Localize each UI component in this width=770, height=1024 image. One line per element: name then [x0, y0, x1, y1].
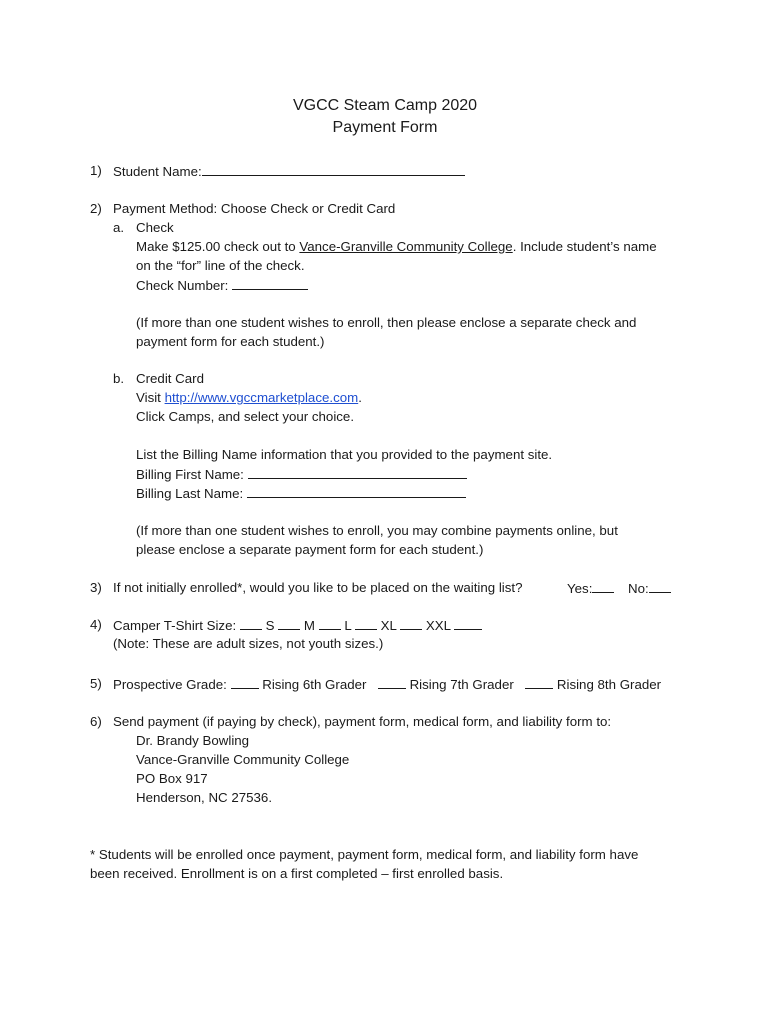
billing-first-name-row — [136, 464, 467, 483]
check-instructions-line1: Make $125.00 check out to Vance-Granville Community College. Include student’s name — [136, 239, 657, 254]
grade-8-field[interactable] — [525, 674, 553, 689]
marketplace-link[interactable]: http://www.vgccmarketplace.com — [164, 390, 359, 405]
q2-number: 2) — [90, 201, 102, 216]
check-number-field[interactable] — [232, 275, 308, 290]
size-s-label: S — [265, 618, 275, 633]
check-note-line2: payment form for each student.) — [136, 334, 325, 349]
size-m-label: M — [303, 618, 315, 633]
send-payment-label: Send payment (if paying by check), payment form, medical form, and liability form to: — [113, 714, 612, 729]
tshirt-size-note: (Note: These are adult sizes, not youth sizes.) — [113, 636, 384, 651]
check-note-line1: (If more than one student wishes to enroll, then please enclose a separate check and — [136, 315, 637, 330]
size-m-field[interactable] — [278, 615, 300, 630]
billing-first-name-field[interactable] — [248, 464, 467, 479]
billing-last-name-field[interactable] — [247, 483, 466, 498]
yes-field[interactable] — [592, 578, 614, 593]
grade-7-field[interactable] — [378, 674, 406, 689]
q1-number: 1) — [90, 163, 102, 178]
check-number-row — [136, 275, 308, 294]
size-l-label: L — [344, 618, 352, 633]
grade-7-label: Rising 7th Grader — [409, 677, 514, 692]
yes-label: Yes: — [567, 581, 593, 596]
waiting-list-no — [628, 578, 671, 597]
size-xxl-field[interactable] — [400, 615, 422, 630]
check-number-label: Check Number: — [136, 278, 229, 293]
size-xl-label: XL — [380, 618, 397, 633]
waiting-list-yes — [567, 578, 614, 597]
grade-row — [113, 674, 661, 693]
check-instructions-line2: on the “for” line of the check. — [136, 258, 305, 273]
billing-last-name-label: Billing Last Name: — [136, 486, 244, 501]
q3-number: 3) — [90, 580, 102, 595]
q6-number: 6) — [90, 714, 102, 729]
payment-method-label: Payment Method: Choose Check or Credit Card — [113, 201, 396, 216]
address-organization: Vance-Granville Community College — [136, 752, 350, 767]
student-name-field[interactable] — [202, 161, 465, 176]
credit-letter: b. — [113, 371, 125, 386]
q4-number: 4) — [90, 617, 102, 632]
q1-row — [113, 161, 465, 180]
billing-intro: List the Billing Name information that you provided to the payment site. — [136, 447, 553, 462]
address-city-state: Henderson, NC 27536. — [136, 790, 273, 805]
credit-note-line2: please enclose a separate payment form for each student.) — [136, 542, 484, 557]
size-xl-field[interactable] — [355, 615, 377, 630]
tshirt-size-row — [113, 615, 482, 634]
tshirt-size-label: Camper T-Shirt Size: — [113, 618, 237, 633]
size-s-field[interactable] — [240, 615, 262, 630]
address-recipient: Dr. Brandy Bowling — [136, 733, 250, 748]
size-xxl-label: XXL — [425, 618, 451, 633]
footnote-line2: been received. Enrollment is on a first completed – first enrolled basis. — [90, 866, 504, 881]
grade-8-label: Rising 8th Grader — [556, 677, 662, 692]
address-po-box: PO Box 917 — [136, 771, 208, 786]
size-l-field[interactable] — [319, 615, 341, 630]
credit-heading: Credit Card — [136, 371, 204, 386]
waiting-list-question: If not initially enrolled*, would you like to be placed on the waiting list? — [113, 580, 523, 595]
form-subtitle: Payment Form — [332, 119, 438, 136]
student-name-label: Student Name: — [113, 164, 202, 179]
grade-6-label: Rising 6th Grader — [262, 677, 367, 692]
footnote-line1: * Students will be enrolled once payment, payment form, medical form, and liability form have — [90, 847, 639, 862]
credit-visit-line: Visit http://www.vgccmarketplace.com. — [136, 390, 362, 405]
grade-6-field[interactable] — [231, 674, 259, 689]
credit-note-line1: (If more than one student wishes to enroll, you may combine payments online, but — [136, 523, 618, 538]
grade-label: Prospective Grade: — [113, 677, 227, 692]
size-trailing-field[interactable] — [454, 615, 482, 630]
no-label: No: — [628, 581, 649, 596]
check-heading: Check — [136, 220, 174, 235]
payee-name: Vance-Granville Community College — [299, 239, 513, 254]
credit-camps-line: Click Camps, and select your choice. — [136, 409, 355, 424]
billing-last-name-row — [136, 483, 466, 502]
no-field[interactable] — [649, 578, 671, 593]
q5-number: 5) — [90, 676, 102, 691]
form-title: VGCC Steam Camp 2020 — [292, 97, 478, 114]
check-letter: a. — [113, 220, 125, 235]
billing-first-name-label: Billing First Name: — [136, 467, 244, 482]
